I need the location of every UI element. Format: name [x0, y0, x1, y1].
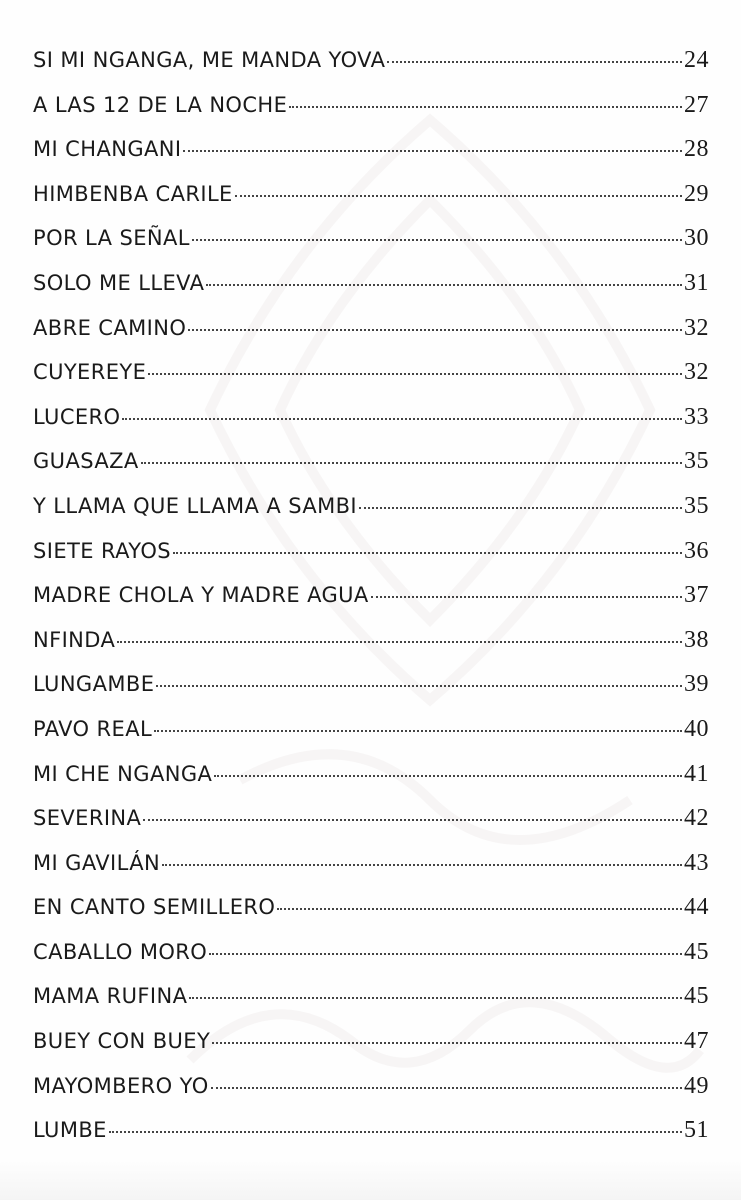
- toc-dot-leader: [214, 775, 682, 777]
- toc-entry-title: Y LLAMA QUE LLAMA A SAMBI: [33, 493, 358, 518]
- toc-dot-leader: [143, 819, 682, 821]
- toc-entry-title: SI MI NGANGA, ME MANDA YOVA: [33, 48, 386, 72]
- toc-entry-title: SOLO ME LLEVA: [33, 270, 205, 295]
- table-of-contents: [33, 47, 709, 1162]
- toc-entry-title: MAMA RUFINA: [33, 984, 188, 1009]
- toc-entry: [33, 894, 709, 939]
- toc-dot-leader: [211, 1087, 682, 1089]
- toc-entry: [33, 47, 709, 92]
- toc-entry: [33, 404, 709, 449]
- toc-entry: [33, 448, 709, 493]
- toc-entry-title: MI CHE NGANGA: [33, 761, 213, 786]
- scan-shadow: [0, 1160, 741, 1200]
- toc-entry: [33, 716, 709, 761]
- toc-entry-page: 45: [684, 983, 709, 1010]
- toc-entry: [33, 270, 709, 315]
- toc-entry-title: NFINDA: [33, 627, 116, 652]
- toc-entry: [33, 1028, 709, 1073]
- toc-entry-title: PAVO REAL: [33, 716, 153, 741]
- toc-entry: [33, 805, 709, 850]
- toc-entry-page: 40: [684, 715, 709, 742]
- toc-entry-title: POR LA SEÑAL: [33, 226, 190, 251]
- toc-dot-leader: [209, 953, 682, 955]
- toc-entry-page: 36: [684, 537, 709, 564]
- toc-entry: [33, 493, 709, 538]
- toc-entry: [33, 1073, 709, 1118]
- toc-dot-leader: [122, 418, 682, 420]
- toc-entry-page: 32: [684, 359, 709, 386]
- toc-entry-page: 47: [684, 1028, 709, 1055]
- toc-entry-page: 27: [684, 91, 709, 118]
- toc-entry: [33, 671, 709, 716]
- toc-entry: [33, 627, 709, 672]
- toc-dot-leader: [289, 106, 682, 108]
- toc-dot-leader: [183, 150, 682, 152]
- toc-entry: [33, 136, 709, 181]
- toc-entry-title: ABRE CAMINO: [33, 315, 187, 340]
- toc-dot-leader: [148, 373, 682, 375]
- toc-entry-page: 32: [684, 314, 709, 341]
- toc-entry-title: BUEY CON BUEY: [33, 1029, 211, 1054]
- toc-entry-page: 29: [684, 180, 709, 207]
- toc-entry-title: MADRE CHOLA Y MADRE AGUA: [33, 583, 369, 608]
- toc-entry-page: 44: [684, 894, 709, 921]
- toc-dot-leader: [371, 596, 682, 598]
- toc-entry-page: 42: [684, 805, 709, 832]
- toc-entry: [33, 850, 709, 895]
- toc-entry-title: GUASAZA: [33, 449, 139, 474]
- toc-entry-page: 39: [684, 671, 709, 698]
- toc-entry: [33, 761, 709, 806]
- toc-entry-page: 43: [684, 849, 709, 876]
- toc-entry-title: MAYOMBERO YO: [33, 1073, 209, 1098]
- toc-entry: [33, 315, 709, 360]
- toc-entry-title: SIETE RAYOS: [33, 538, 171, 563]
- toc-entry-title: LUNGAMBE: [33, 672, 155, 697]
- toc-entry-page: 33: [684, 403, 709, 430]
- toc-entry-title: CABALLO MORO: [33, 939, 208, 964]
- toc-entry-title: SEVERINA: [33, 806, 142, 831]
- toc-entry-title: EN CANTO SEMILLERO: [33, 895, 276, 920]
- toc-dot-leader: [192, 239, 682, 241]
- toc-dot-leader: [189, 997, 682, 999]
- toc-entry-title: CUYEREYE: [33, 360, 147, 385]
- toc-entry-page: 28: [684, 136, 709, 163]
- toc-dot-leader: [141, 462, 682, 464]
- toc-entry-page: 31: [684, 269, 709, 296]
- toc-dot-leader: [156, 685, 682, 687]
- toc-dot-leader: [212, 1042, 682, 1044]
- toc-dot-leader: [109, 1131, 682, 1133]
- toc-entry: [33, 359, 709, 404]
- toc-entry: [33, 181, 709, 226]
- toc-entry: [33, 225, 709, 270]
- toc-entry-page: 37: [684, 582, 709, 609]
- toc-entry-page: 30: [684, 225, 709, 252]
- toc-entry: [33, 582, 709, 627]
- toc-entry-title: MI CHANGANI: [33, 137, 182, 162]
- toc-dot-leader: [188, 329, 682, 331]
- toc-entry-page: 24: [684, 47, 709, 73]
- toc-dot-leader: [277, 908, 682, 910]
- toc-dot-leader: [235, 195, 682, 197]
- toc-dot-leader: [173, 552, 682, 554]
- toc-entry: [33, 538, 709, 583]
- toc-entry-title: A LAS 12 DE LA NOCHE: [33, 92, 288, 117]
- toc-entry-title: HIMBENBA CARILE: [33, 181, 233, 206]
- toc-dot-leader: [206, 284, 682, 286]
- toc-entry: [33, 1117, 709, 1162]
- toc-entry-page: 35: [684, 492, 709, 519]
- toc-dot-leader: [162, 864, 682, 866]
- toc-entry-page: 41: [684, 760, 709, 787]
- toc-entry: [33, 92, 709, 137]
- toc-entry-title: LUMBE: [33, 1118, 107, 1143]
- toc-entry-page: 35: [684, 448, 709, 475]
- toc-entry-page: 51: [684, 1117, 709, 1144]
- toc-entry-page: 38: [684, 626, 709, 653]
- toc-dot-leader: [117, 641, 682, 643]
- toc-entry-title: LUCERO: [33, 404, 121, 429]
- toc-dot-leader: [387, 61, 682, 63]
- toc-entry-page: 49: [684, 1072, 709, 1099]
- toc-entry: [33, 983, 709, 1028]
- toc-entry-page: 45: [684, 938, 709, 965]
- toc-entry-title: MI GAVILÁN: [33, 850, 161, 875]
- toc-dot-leader: [154, 730, 682, 732]
- toc-dot-leader: [359, 507, 682, 509]
- toc-entry: [33, 939, 709, 984]
